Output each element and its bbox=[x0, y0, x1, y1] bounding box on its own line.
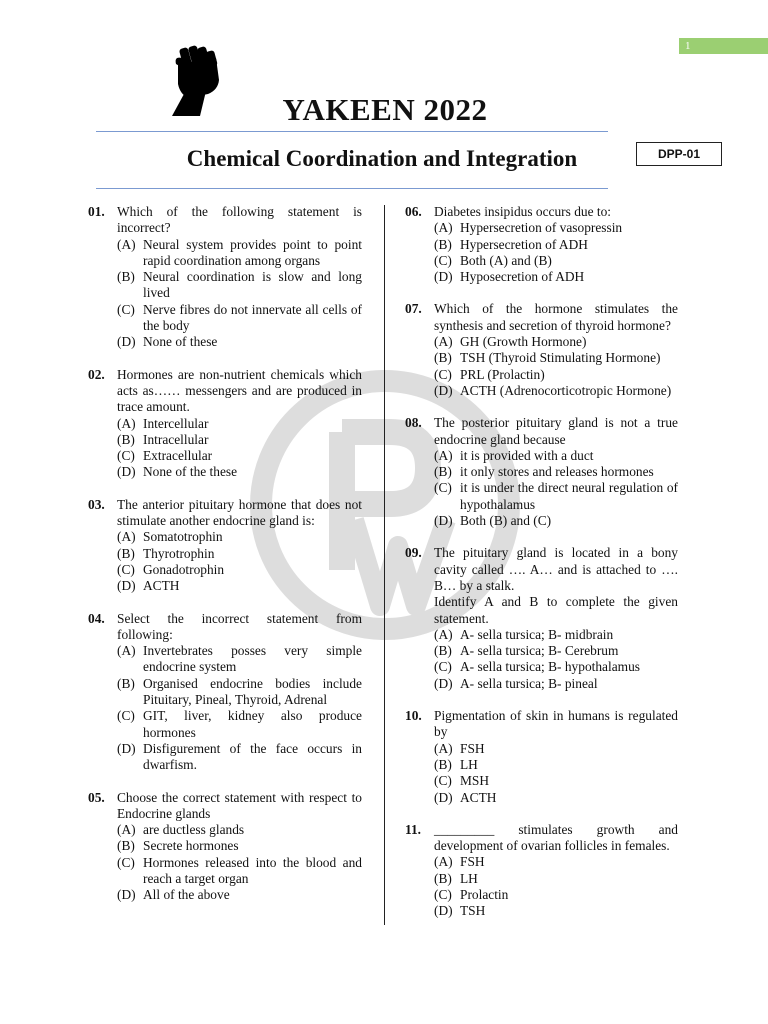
question-03 bbox=[88, 497, 362, 595]
question-text: The posterior pituitary gland is not a true endocrine gland because bbox=[434, 415, 678, 447]
left-column bbox=[88, 204, 362, 904]
question-text: Diabetes insipidus occurs due to: bbox=[434, 204, 612, 219]
title-rule-bottom bbox=[96, 188, 608, 189]
option-d: (D) ACTH (Adrenocorticotropic Hormone) bbox=[434, 382, 672, 398]
question-number: 02. bbox=[88, 366, 105, 382]
option-b: (B) Secrete hormones bbox=[117, 838, 239, 854]
option-d: (D) All of the above bbox=[117, 887, 230, 903]
option-a: (A) Intercellular bbox=[117, 415, 209, 431]
option-a: (A) are ductless glands bbox=[117, 822, 245, 838]
option-a: (A) FSH bbox=[434, 740, 485, 756]
question-text: Choose the correct statement with respect to Endocrine glands bbox=[117, 789, 362, 821]
question-text: Pigmentation of skin in humans is regulated by bbox=[434, 708, 678, 740]
dpp-badge: DPP-01 bbox=[636, 142, 722, 166]
option-c: (C) Hormones released into the blood and reach a target organ bbox=[117, 854, 362, 886]
column-divider bbox=[384, 205, 385, 925]
title-rule-top bbox=[96, 131, 608, 132]
option-d: (D) Disfigurement of the face occurs in dwarfism. bbox=[117, 740, 362, 773]
option-c: (C) it is under the direct neural regulation of hypothalamus bbox=[434, 480, 678, 512]
option-c: (C) GIT, liver, kidney also produce hormones bbox=[117, 708, 362, 740]
question-text: The pituitary gland is located in a bony cavity called …. A… and is attached to …. B… by a stalk. Identify A and B to complete the given statement. bbox=[434, 545, 678, 626]
question-number: 06. bbox=[405, 204, 422, 219]
option-d: (D) ACTH bbox=[434, 789, 497, 805]
option-b: (B) Thyrotrophin bbox=[117, 545, 215, 561]
question-02 bbox=[88, 367, 362, 481]
question-number: 05. bbox=[88, 789, 105, 805]
option-d: (D) ACTH bbox=[117, 578, 180, 594]
question-text: _________ stimulates growth and development of ovarian follicles in females. bbox=[434, 821, 678, 854]
question-08 bbox=[405, 415, 678, 529]
option-d: (D) TSH bbox=[434, 903, 486, 919]
question-number: 08. bbox=[405, 415, 422, 431]
question-text: Hormones are non-nutrient chemicals which acts as…… messengers and are produced in trace amount. bbox=[117, 366, 362, 415]
page-number: 1 bbox=[679, 38, 768, 54]
option-b: (B) Neural coordination is slow and long lived bbox=[117, 269, 362, 301]
option-b: (B) Organised endocrine bodies include Pituitary, Pineal, Thyroid, Adrenal bbox=[117, 675, 362, 708]
page-title: YAKEEN 2022 bbox=[282, 92, 488, 127]
question-number: 04. bbox=[88, 610, 105, 626]
question-06 bbox=[405, 204, 678, 285]
option-a: (A) Hypersecretion of vasopressin bbox=[434, 220, 623, 236]
question-text: Select the incorrect statement from following: bbox=[117, 610, 362, 642]
option-a: (A) Invertebrates posses very simple endocrine system bbox=[117, 643, 362, 675]
option-b: (B) A- sella tursica; B- Cerebrum bbox=[434, 643, 619, 659]
option-d: (D) None of these bbox=[117, 334, 218, 350]
option-a: (A) it is provided with a duct bbox=[434, 447, 594, 463]
option-a: (A) A- sella tursica; B- midbrain bbox=[434, 626, 614, 642]
question-number: 07. bbox=[405, 301, 422, 317]
question-04 bbox=[88, 611, 362, 774]
question-text: Which of the hormone stimulates the synthesis and secretion of thyroid hormone? bbox=[434, 301, 678, 333]
option-d: (D) Both (B) and (C) bbox=[434, 513, 552, 529]
option-d: (D) A- sella tursica; B- pineal bbox=[434, 675, 598, 691]
question-11 bbox=[405, 822, 678, 920]
option-a: (A) Somatotrophin bbox=[117, 529, 223, 545]
option-d: (D) Hyposecretion of ADH bbox=[434, 269, 585, 285]
question-text: Which of the following statement is incorrect? bbox=[117, 204, 362, 236]
question-number: 01. bbox=[88, 204, 105, 219]
option-c: (C) PRL (Prolactin) bbox=[434, 366, 545, 382]
option-b: (B) it only stores and releases hormones bbox=[434, 464, 654, 480]
option-c: (C) Nerve fibres do not innervate all cells of the body bbox=[117, 301, 362, 334]
option-c: (C) Extracellular bbox=[117, 448, 213, 464]
option-c: (C) MSH bbox=[434, 773, 490, 789]
option-c: (C) Both (A) and (B) bbox=[434, 252, 552, 268]
question-number: 03. bbox=[88, 496, 105, 512]
option-d: (D) None of the these bbox=[117, 464, 238, 480]
option-b: (B) LH bbox=[434, 756, 478, 772]
question-07 bbox=[405, 301, 678, 399]
question-number: 11. bbox=[405, 821, 421, 837]
question-10 bbox=[405, 708, 678, 806]
option-b: (B) TSH (Thyroid Stimulating Hormone) bbox=[434, 350, 661, 366]
option-c: (C) A- sella tursica; B- hypothalamus bbox=[434, 659, 640, 675]
option-c: (C) Gonadotrophin bbox=[117, 561, 225, 577]
question-09 bbox=[405, 545, 678, 692]
option-a: (A) FSH bbox=[434, 854, 485, 870]
question-number: 10. bbox=[405, 708, 422, 724]
question-number: 09. bbox=[405, 545, 422, 561]
question-text: The anterior pituitary hormone that does not stimulate another endocrine gland is: bbox=[117, 496, 362, 529]
option-c: (C) Prolactin bbox=[434, 886, 509, 902]
option-a: (A) GH (Growth Hormone) bbox=[434, 334, 587, 350]
right-column bbox=[405, 204, 678, 920]
chapter-subtitle: Chemical Coordination and Integration bbox=[186, 146, 578, 171]
option-b: (B) LH bbox=[434, 870, 478, 886]
option-b: (B) Hypersecretion of ADH bbox=[434, 236, 588, 252]
question-05 bbox=[88, 790, 362, 904]
question-01 bbox=[88, 204, 362, 351]
option-b: (B) Intracellular bbox=[117, 431, 209, 447]
option-a: (A) Neural system provides point to point rapid coordination among organs bbox=[117, 236, 362, 268]
